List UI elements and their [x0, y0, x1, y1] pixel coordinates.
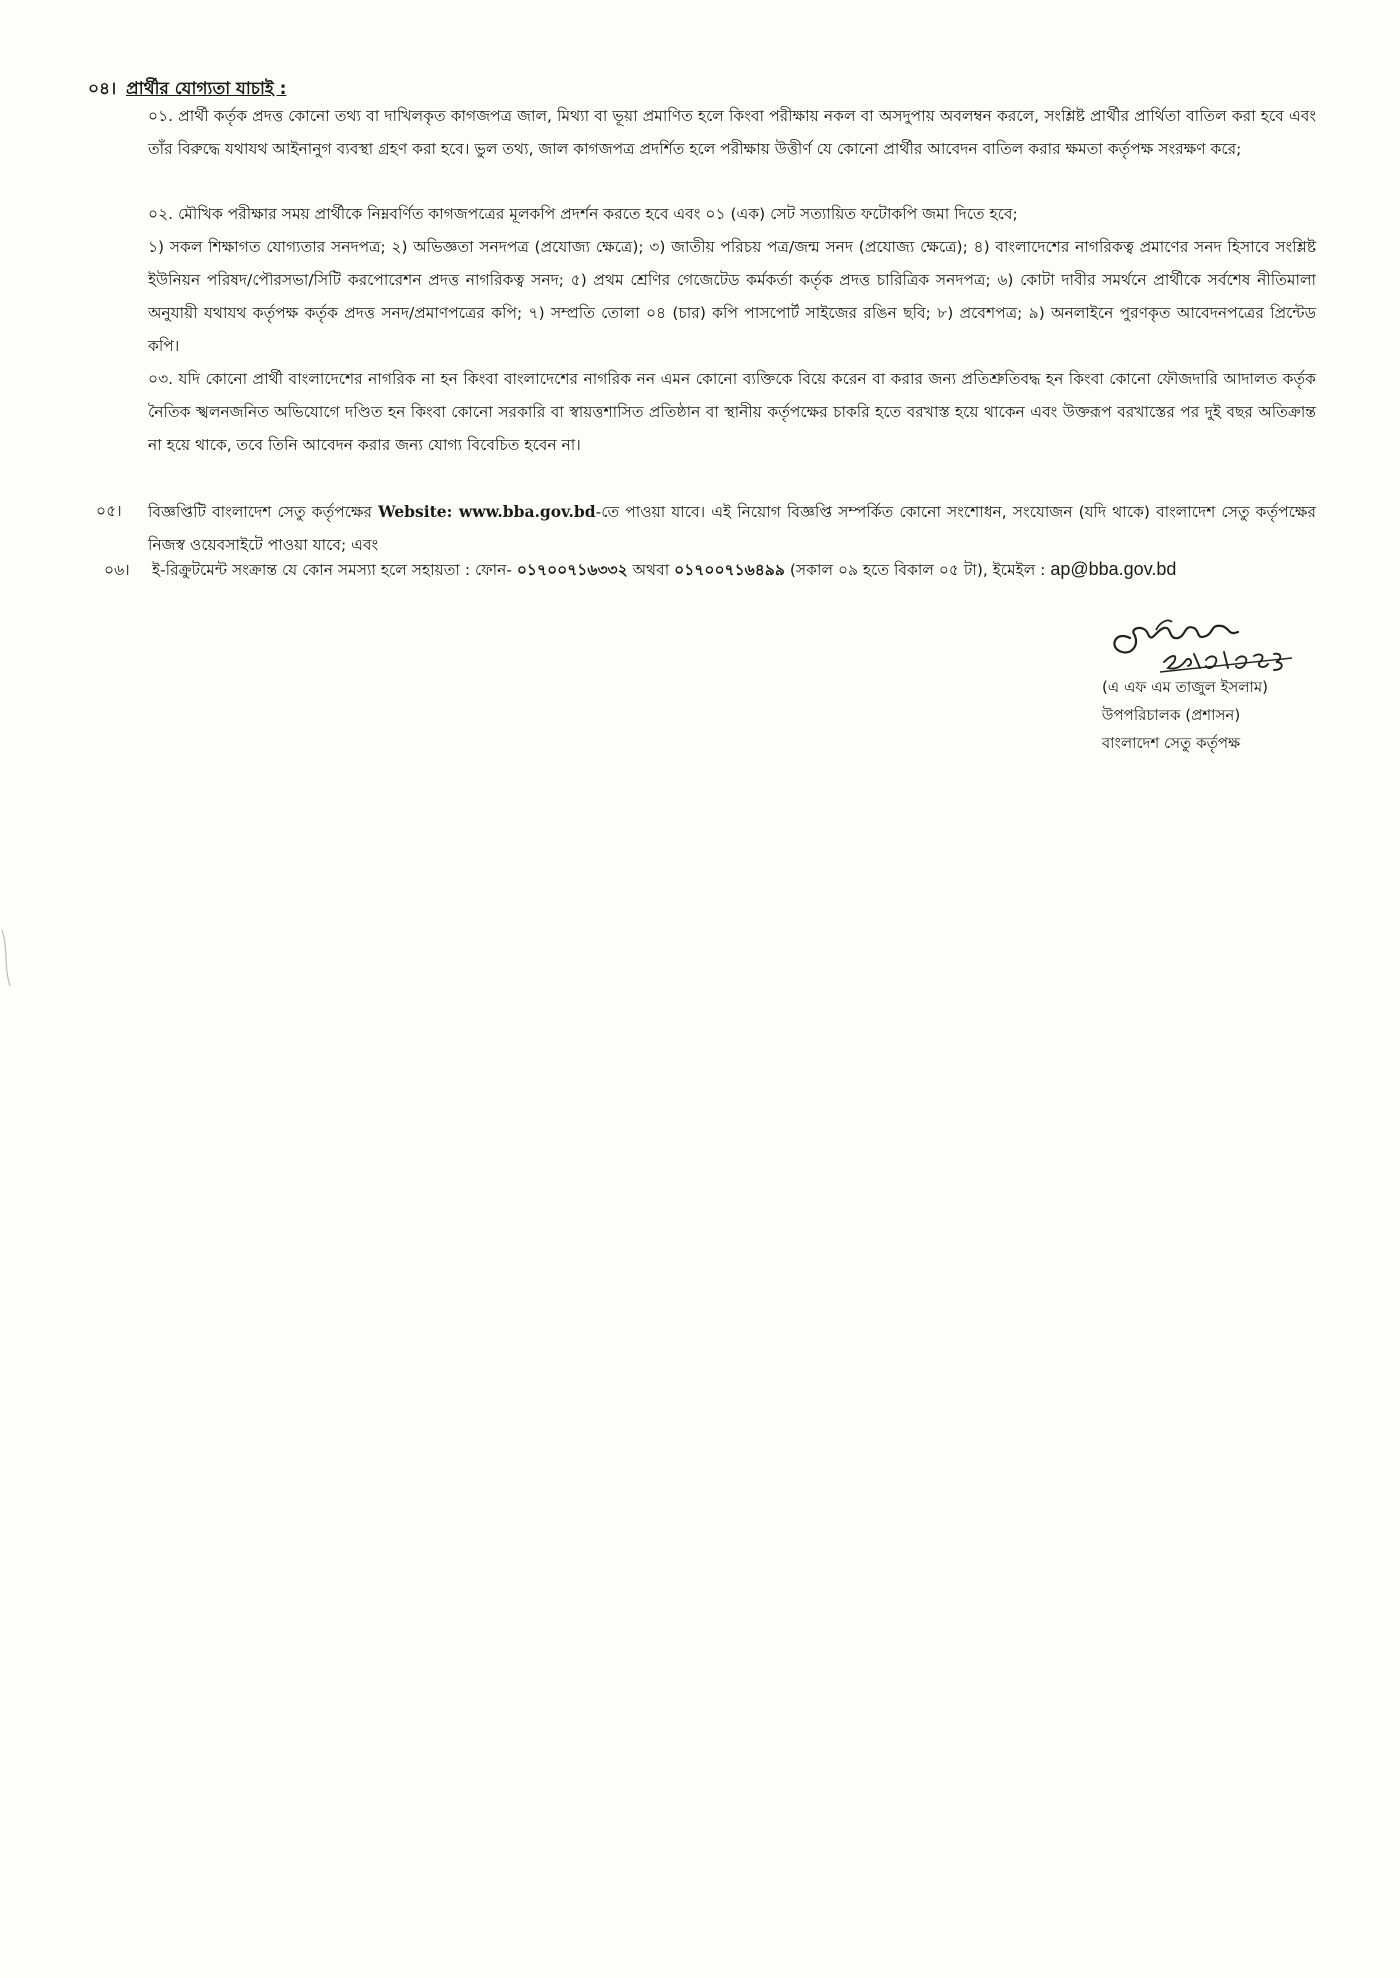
- section-5: [96, 495, 1316, 562]
- section-4-title: প্রার্থীর যোগ্যতা যাচাই :: [126, 79, 287, 99]
- phone-number-1: ০১৭০০৭১৬৩৩২: [516, 561, 628, 579]
- section-4-item-1: ০১. প্রার্থী কর্তৃক প্রদত্ত কোনো তথ্য বা দাখিলকৃত কাগজপত্র জাল, মিথ্যা বা ভূয়া প্রমাণিত হলে কিংবা পরীক্ষায় নকল বা অসদুপায় অবলম্বন করলে, সংশ্লিষ্ট প্রার্থীর প্রার্থিতা বাতিল করা হবে এবং তাঁর বিরুদ্ধে যথাযথ আইনানুগ ব্যবস্থা গ্রহণ করা হবে। ভুল তথ্য, জাল কাগজপত্র প্রদর্শিত হলে পরীক্ষায় উত্তীর্ণ যে কোনো প্রার্থীর আবেদন বাতিল করার ক্ষমতা কর্তৃপক্ষ সংরক্ষণ করে;: [148, 107, 1316, 158]
- signatory-designation: উপপরিচালক (প্রশাসন): [1101, 706, 1241, 724]
- section-5-number: ০৫।: [96, 502, 122, 520]
- section-5-text-after: -তে পাওয়া যাবে। এই নিয়োগ বিজ্ঞপ্তি সম্পর্কিত কোনো সংশোধন, সংযোজন (যদি থাকে) বাংলাদেশ সেতু কর্তৃপক্ষের নিজস্ব ওয়েবসাইটে পাওয়া যাবে; এবং: [148, 503, 1316, 554]
- section-4-item-2: ০২. মৌখিক পরীক্ষার সময় প্রার্থীকে নিম্নবর্ণিত কাগজপত্রের মূলকপি প্রদর্শন করতে হবে এবং ০১ (এক) সেট সত্যায়িত ফটোকপি জমা দিতে হবে;: [148, 205, 1018, 223]
- section-4-item-2-documents: ১) সকল শিক্ষাগত যোগ্যতার সনদপত্র; ২) অভিজ্ঞতা সনদপত্র (প্রযোজ্য ক্ষেত্রে); ৩) জাতীয় পরিচয় পত্র/জন্ম সনদ (প্রযোজ্য ক্ষেত্রে); ৪) বাংলাদেশের নাগরিকত্ব প্রমাণের সনদ হিসাবে সংশ্লিষ্ট ইউনিয়ন পরিষদ/পৌরসভা/সিটি করপোরেশন প্রদত্ত নাগরিকত্ব সনদ; ৫) প্রথম শ্রেণির গেজেটেড কর্মকর্তা কর্তৃক প্রদত্ত চারিত্রিক সনদপত্র; ৬) কোটা দাবীর সমর্থনে প্রার্থীকে সর্বশেষ নীতিমালা অনুযায়ী যথাযথ কর্তৃপক্ষ কর্তৃক প্রদত্ত সনদ/প্রমাণপত্রের কপি; ৭) সম্প্রতি তোলা ০৪ (চার) কপি পাসপোর্ট সাইজের রঙিন ছবি; ৮) প্রবেশপত্র; ৯) অনলাইনে পুরণকৃত আবেদনপত্রের প্রিন্টেড কপি।: [148, 238, 1316, 355]
- section-6-hours: (সকাল ০৯ হতে বিকাল ০৫ টা), ইমেইল :: [789, 561, 1046, 579]
- section-5-text-before: বিজ্ঞপ্তিটি বাংলাদেশ সেতু কর্তৃপক্ষের: [148, 503, 373, 521]
- section-6-or: অথবা: [632, 561, 670, 579]
- phone-number-2: ০১৭০০৭১৬৪৯৯: [674, 561, 785, 579]
- section-6-number: ০৬।: [104, 561, 130, 579]
- signatory-organization: বাংলাদেশ সেতু কর্তৃপক্ষ: [1101, 734, 1241, 752]
- signatory-name: (এ এফ এম তাজুল ইসলাম): [1101, 678, 1269, 696]
- section-6-text-before: ই-রিক্রুটমেন্ট সংক্রান্ত যে কোন সমস্যা হলে সহায়তা : ফোন-: [152, 561, 512, 579]
- website-link[interactable]: Website: www.bba.gov.bd: [378, 502, 596, 521]
- section-5-text: [148, 495, 1316, 562]
- scan-edge-mark: [0, 928, 14, 988]
- handwritten-signature: [1060, 600, 1320, 680]
- section-4-number: ০৪।: [88, 79, 117, 99]
- section-4-item-3: ০৩. যদি কোনো প্রার্থী বাংলাদেশের নাগরিক না হন কিংবা বাংলাদেশের নাগরিক নন এমন কোনো ব্যক্তিকে বিয়ে করেন বা করার জন্য প্রতিশ্রুতিবদ্ধ হন কিংবা কোনো ফৌজদারি আদালত কর্তৃক নৈতিক স্খলনজনিত অভিযোগে দণ্ডিত হন কিংবা কোনো সরকারি বা স্বায়ত্তশাসিত প্রতিষ্ঠান বা স্থানীয় কর্তৃপক্ষের চাকরি হতে বরখাস্ত হয়ে থাকেন এবং উক্তরূপ বরখাস্তের পর দুই বছর অতিক্রান্ত না হয়ে থাকে, তবে তিনি আবেদন করার জন্য যোগ্য বিবেচিত হবেন না।: [148, 370, 1316, 454]
- email-link[interactable]: ap@bba.gov.bd: [1050, 559, 1177, 579]
- section-6: [104, 556, 1344, 583]
